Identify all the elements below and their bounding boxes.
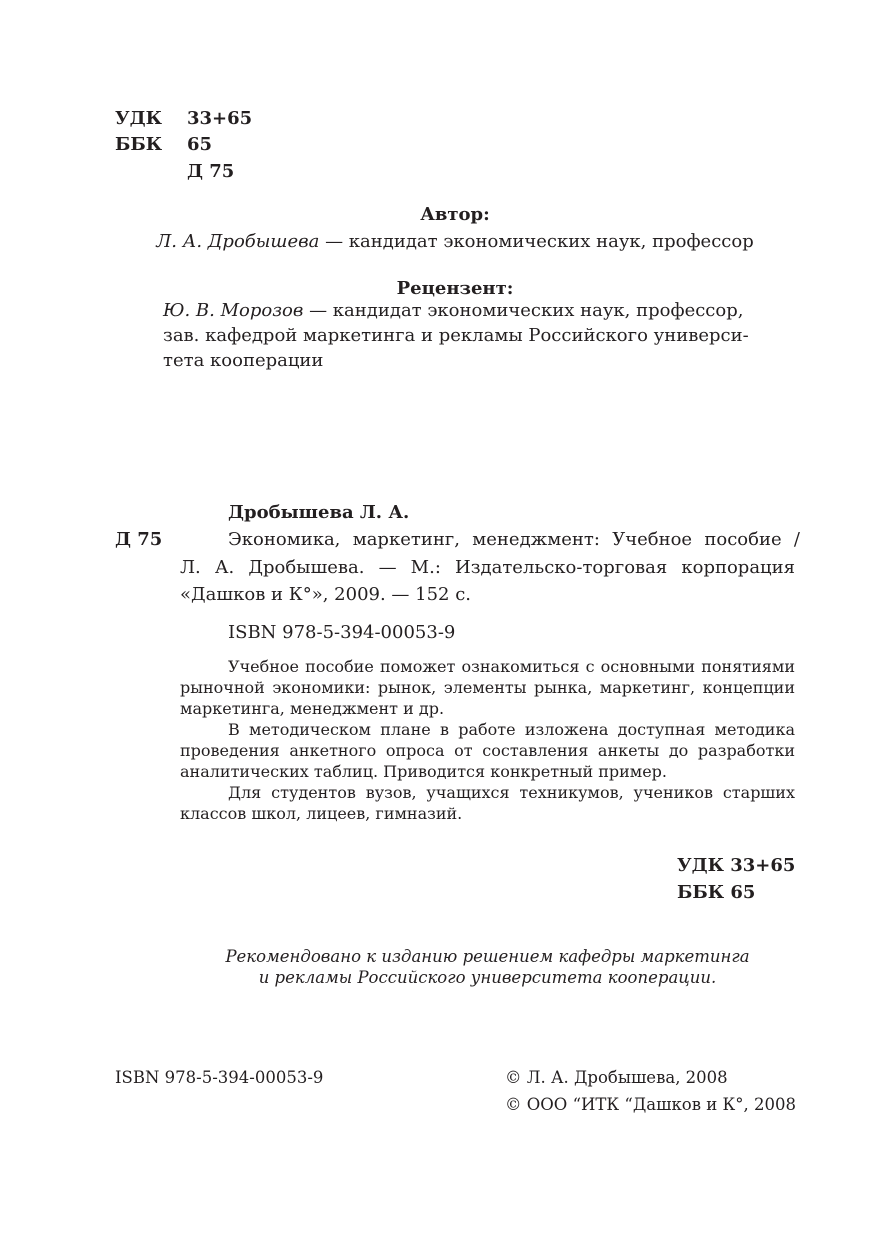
- annotation-line: Для студентов вузов, учащихся техникумов, учеников старших: [228, 783, 795, 802]
- catalog-author-mark: Д 75: [115, 529, 163, 550]
- recommendation-line: и рекламы Российского университета кооперации.: [258, 968, 717, 987]
- author-heading: Автор:: [420, 204, 490, 225]
- bbk-value: 65: [187, 134, 213, 155]
- annotation-line: маркетинга, менеджмент и др.: [180, 699, 445, 718]
- author-line: [115, 228, 795, 255]
- author-name: Л. А. Дробышева: [156, 231, 320, 252]
- footer-udk: УДК 33+65: [677, 855, 796, 876]
- imprint-isbn: ISBN 978-5-394-00053-9: [115, 1068, 324, 1087]
- reviewer-description: — кандидат экономических наук, профессор,: [303, 300, 744, 321]
- reviewer-line-2: зав. кафедрой маркетинга и рекламы Российского универси-: [163, 325, 749, 346]
- annotation-line: Учебное пособие поможет ознакомиться с основными понятиями: [228, 657, 795, 676]
- author-mark: Д 75: [187, 161, 235, 182]
- reviewer-line-3: тета кооперации: [163, 350, 324, 371]
- copyright-publisher: © ООО “ИТК “Дашков и К°, 2008: [505, 1095, 796, 1114]
- reviewer-name: Ю. В. Морозов: [163, 300, 304, 321]
- recommendation: [180, 946, 795, 988]
- annotation-line: проведения анкетного опроса от составления анкеты до разработки: [180, 741, 795, 760]
- catalog-title-line-3: «Дашков и К°», 2009. — 152 с.: [180, 584, 472, 605]
- catalog-isbn: ISBN 978-5-394-00053-9: [228, 622, 456, 643]
- catalog-title-line-2: Л. А. Дробышева. — М.: Издательско-торговая корпорация: [180, 557, 795, 578]
- bbk-label: ББК: [115, 134, 163, 155]
- catalog-title-line-1: Экономика, маркетинг, менеджмент: Учебное пособие /: [228, 529, 800, 550]
- reviewer-line-1: [163, 298, 749, 323]
- annotation-line: аналитических таблиц. Приводится конкретный пример.: [180, 762, 668, 781]
- footer-bbk: ББК 65: [677, 882, 756, 903]
- annotation: [180, 656, 795, 824]
- udk-value: 33+65: [187, 108, 253, 129]
- recommendation-line: Рекомендовано к изданию решением кафедры маркетинга: [225, 947, 750, 966]
- udk-label: УДК: [115, 108, 162, 129]
- reviewer-block: [163, 298, 749, 373]
- copyright-author: © Л. А. Дробышева, 2008: [505, 1068, 728, 1087]
- annotation-line: В методическом плане в работе изложена доступная методика: [228, 720, 795, 739]
- annotation-line: рыночной экономики: рынок, элементы рынка, маркетинг, концепции: [180, 678, 795, 697]
- reviewer-heading: Рецензент:: [396, 278, 514, 299]
- annotation-line: классов школ, лицеев, гимназий.: [180, 804, 463, 823]
- author-description: — кандидат экономических наук, профессор: [319, 231, 754, 252]
- catalog-author-heading: Дробышева Л. А.: [228, 502, 410, 523]
